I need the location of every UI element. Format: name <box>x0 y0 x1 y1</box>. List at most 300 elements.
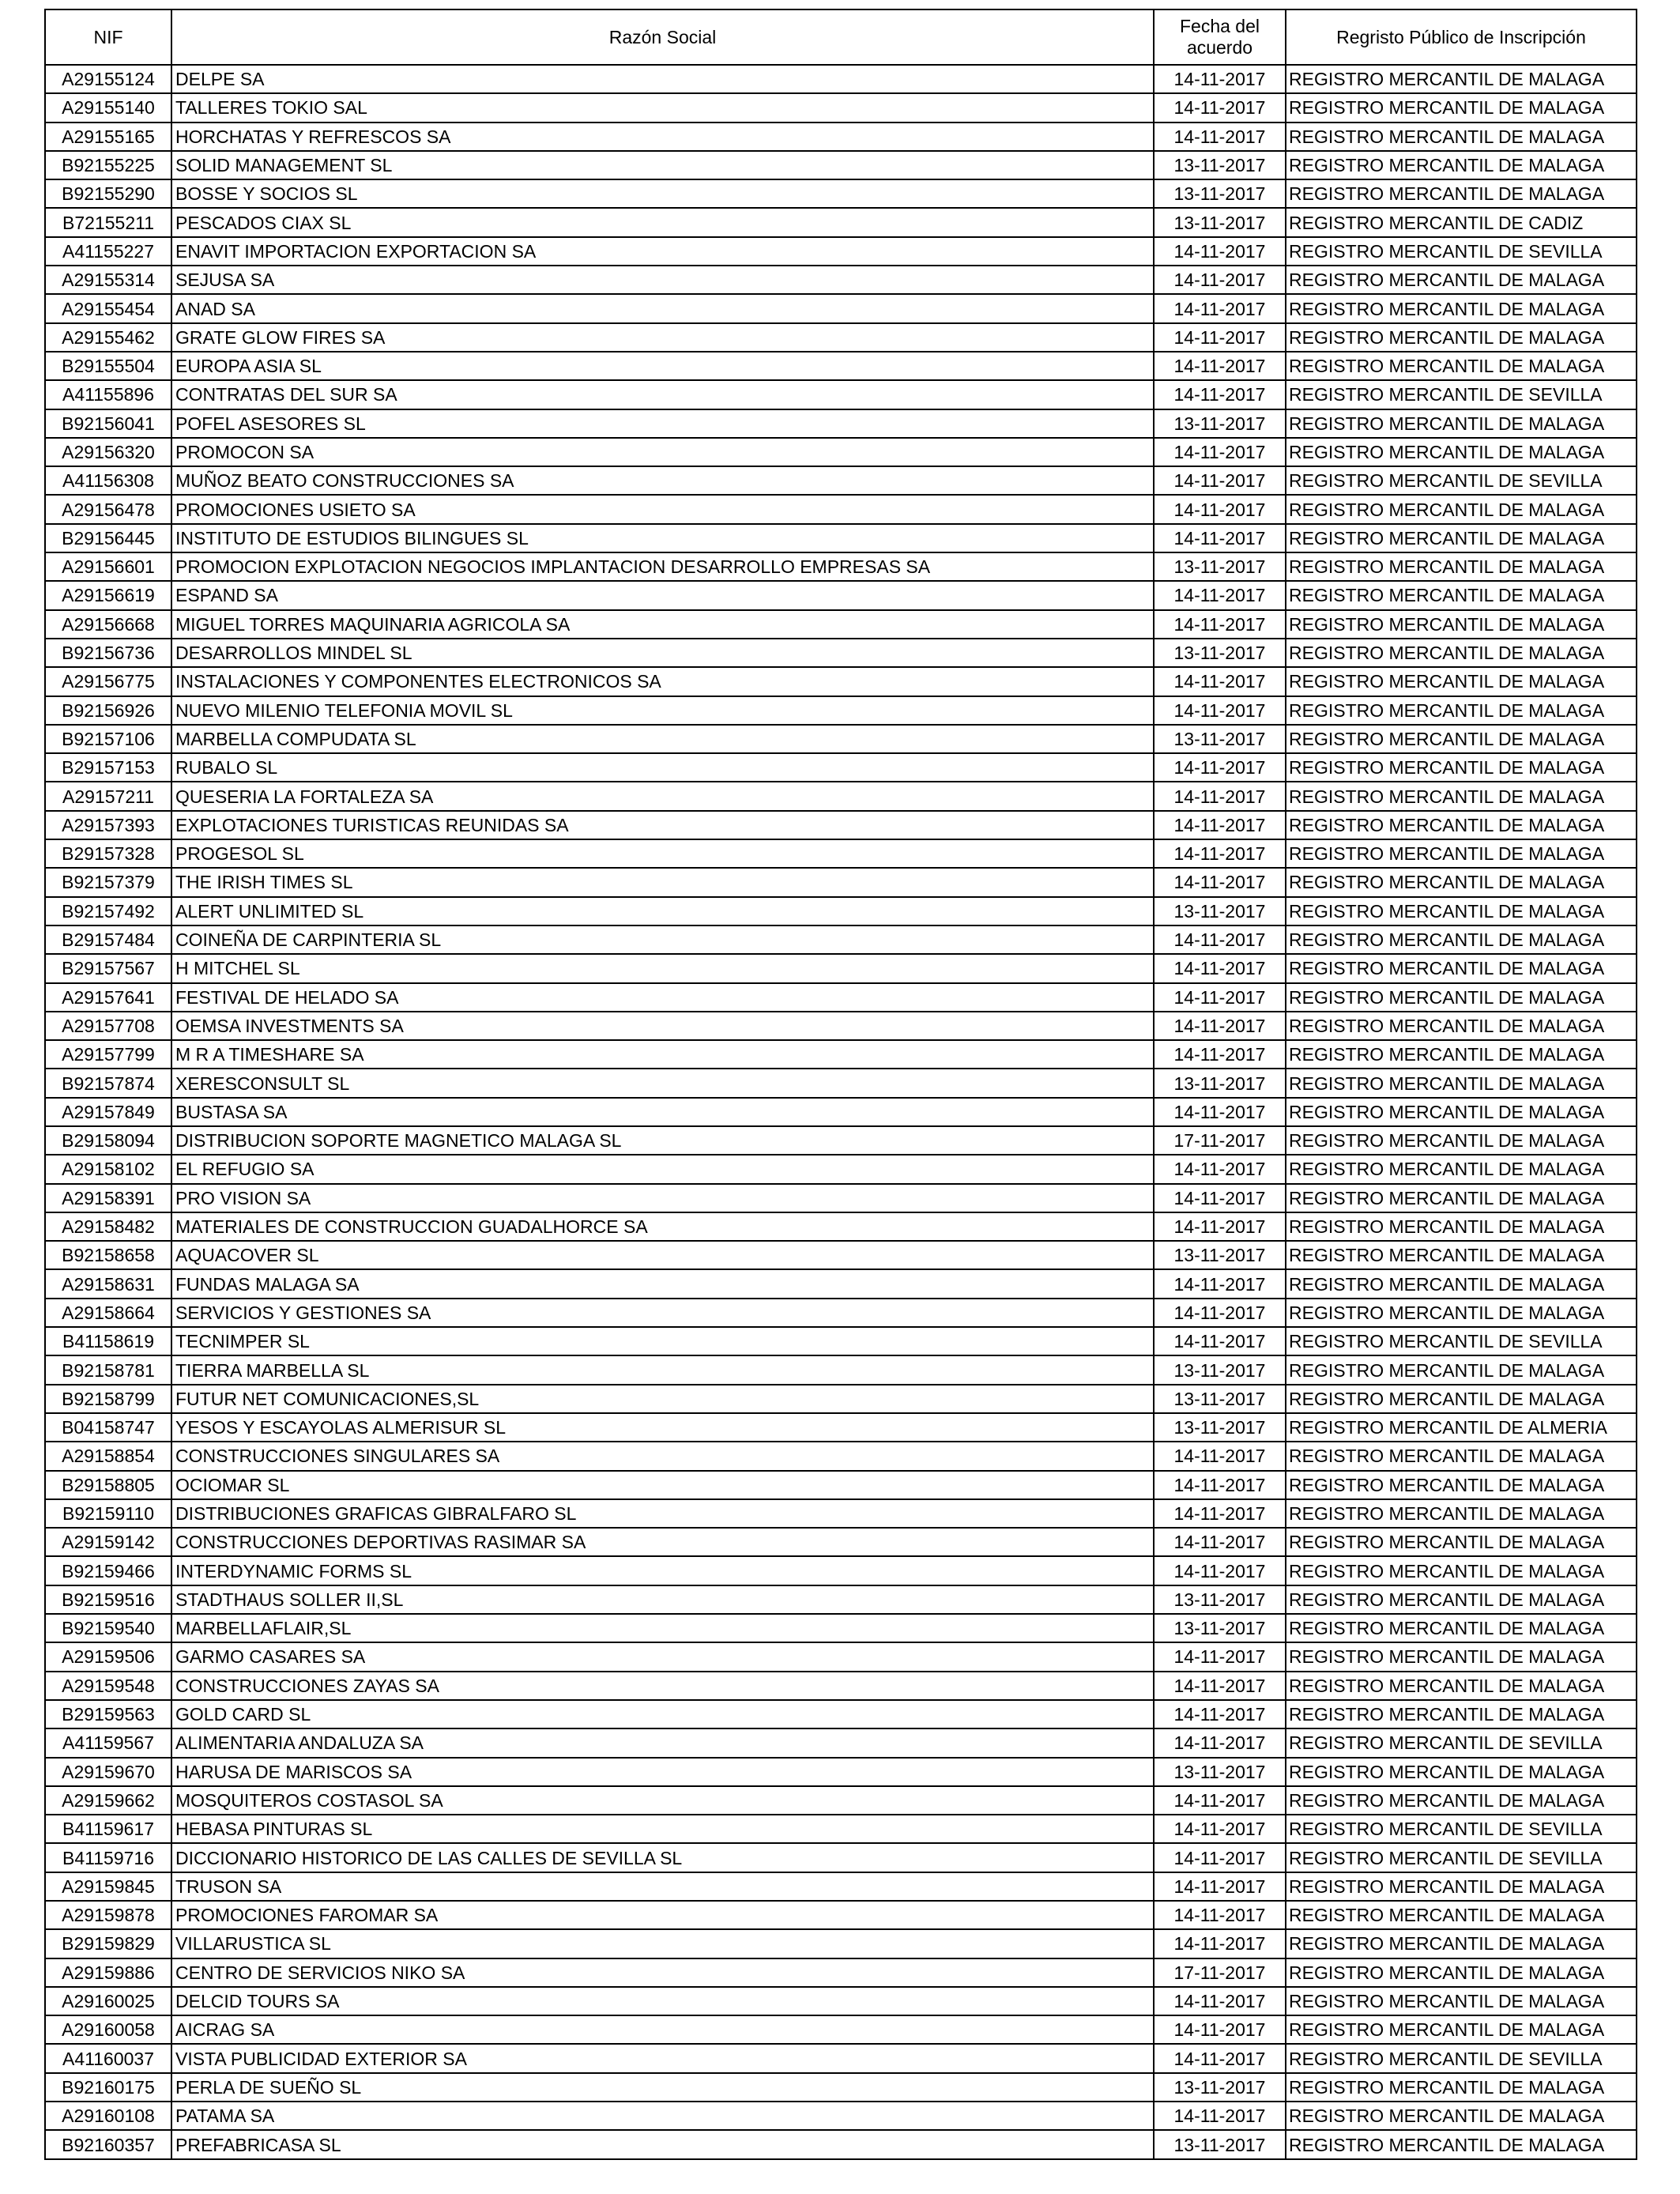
fecha-cell: 14-11-2017 <box>1154 1672 1286 1700</box>
razon-social-cell: PROGESOL SL <box>171 839 1154 868</box>
fecha-cell: 13-11-2017 <box>1154 639 1286 667</box>
registro-cell: REGISTRO MERCANTIL DE SEVILLA <box>1286 466 1637 495</box>
fecha-cell: 13-11-2017 <box>1154 179 1286 208</box>
nif-cell: B92159110 <box>45 1499 171 1528</box>
razon-social-cell: EL REFUGIO SA <box>171 1155 1154 1183</box>
table-row <box>45 1098 1637 1126</box>
fecha-cell: 14-11-2017 <box>1154 1929 1286 1958</box>
registro-cell: REGISTRO MERCANTIL DE MALAGA <box>1286 1098 1637 1126</box>
fecha-cell: 13-11-2017 <box>1154 208 1286 236</box>
table-row <box>45 2073 1637 2102</box>
nif-cell: B29159829 <box>45 1929 171 1958</box>
razon-social-cell: TIERRA MARBELLA SL <box>171 1355 1154 1384</box>
nif-cell: B29155504 <box>45 352 171 380</box>
razon-social-cell: PRO VISION SA <box>171 1184 1154 1212</box>
registro-cell: REGISTRO MERCANTIL DE MALAGA <box>1286 294 1637 322</box>
nif-cell: A29155124 <box>45 65 171 93</box>
fecha-cell: 14-11-2017 <box>1154 753 1286 782</box>
registro-cell: REGISTRO MERCANTIL DE MALAGA <box>1286 1987 1637 2015</box>
registro-cell: REGISTRO MERCANTIL DE CADIZ <box>1286 208 1637 236</box>
nif-cell: B29157328 <box>45 839 171 868</box>
registro-cell: REGISTRO MERCANTIL DE MALAGA <box>1286 1499 1637 1528</box>
registro-cell: REGISTRO MERCANTIL DE MALAGA <box>1286 2073 1637 2102</box>
razon-social-cell: ALIMENTARIA ANDALUZA SA <box>171 1728 1154 1757</box>
registro-cell: REGISTRO MERCANTIL DE MALAGA <box>1286 1471 1637 1499</box>
nif-cell: B29158094 <box>45 1126 171 1155</box>
fecha-cell: 13-11-2017 <box>1154 151 1286 179</box>
table-row <box>45 323 1637 352</box>
razon-social-cell: BOSSE Y SOCIOS SL <box>171 179 1154 208</box>
registro-cell: REGISTRO MERCANTIL DE MALAGA <box>1286 839 1637 868</box>
razon-social-cell: INTERDYNAMIC FORMS SL <box>171 1556 1154 1585</box>
fecha-cell: 14-11-2017 <box>1154 868 1286 896</box>
registro-cell: REGISTRO MERCANTIL DE MALAGA <box>1286 1872 1637 1901</box>
table-row <box>45 1815 1637 1843</box>
registro-cell: REGISTRO MERCANTIL DE MALAGA <box>1286 2015 1637 2044</box>
registro-cell: REGISTRO MERCANTIL DE SEVILLA <box>1286 380 1637 409</box>
fecha-cell: 17-11-2017 <box>1154 1126 1286 1155</box>
registro-cell: REGISTRO MERCANTIL DE MALAGA <box>1286 438 1637 466</box>
table-row <box>45 1872 1637 1901</box>
registro-cell: REGISTRO MERCANTIL DE MALAGA <box>1286 725 1637 753</box>
table-row <box>45 725 1637 753</box>
table-row <box>45 1843 1637 1872</box>
fecha-cell: 14-11-2017 <box>1154 93 1286 122</box>
nif-cell: A29156320 <box>45 438 171 466</box>
nif-cell: A29158854 <box>45 1442 171 1470</box>
fecha-cell: 14-11-2017 <box>1154 983 1286 1012</box>
table-row <box>45 1040 1637 1069</box>
nif-cell: A29156668 <box>45 610 171 639</box>
fecha-cell: 14-11-2017 <box>1154 2044 1286 2072</box>
table-row <box>45 954 1637 982</box>
fecha-cell: 14-11-2017 <box>1154 294 1286 322</box>
fecha-cell: 14-11-2017 <box>1154 811 1286 839</box>
table-row <box>45 811 1637 839</box>
table-row <box>45 466 1637 495</box>
nif-cell: A29157708 <box>45 1012 171 1040</box>
registro-cell: REGISTRO MERCANTIL DE MALAGA <box>1286 1786 1637 1815</box>
fecha-cell: 14-11-2017 <box>1154 954 1286 982</box>
razon-social-cell: MATERIALES DE CONSTRUCCION GUADALHORCE SA <box>171 1212 1154 1241</box>
table-row <box>45 1585 1637 1614</box>
razon-social-cell: DELCID TOURS SA <box>171 1987 1154 2015</box>
table-row <box>45 667 1637 696</box>
registro-cell: REGISTRO MERCANTIL DE MALAGA <box>1286 1269 1637 1298</box>
fecha-cell: 14-11-2017 <box>1154 925 1286 954</box>
nif-cell: A29157641 <box>45 983 171 1012</box>
razon-social-cell: MOSQUITEROS COSTASOL SA <box>171 1786 1154 1815</box>
nif-cell: B92160175 <box>45 2073 171 2102</box>
registro-cell: REGISTRO MERCANTIL DE ALMERIA <box>1286 1413 1637 1442</box>
registro-cell: REGISTRO MERCANTIL DE MALAGA <box>1286 266 1637 294</box>
table-row <box>45 237 1637 266</box>
table-row <box>45 1327 1637 1355</box>
registro-cell: REGISTRO MERCANTIL DE MALAGA <box>1286 179 1637 208</box>
table-row <box>45 2102 1637 2130</box>
razon-social-cell: NUEVO MILENIO TELEFONIA MOVIL SL <box>171 696 1154 725</box>
fecha-cell: 14-11-2017 <box>1154 1212 1286 1241</box>
fecha-cell: 14-11-2017 <box>1154 466 1286 495</box>
registro-cell: REGISTRO MERCANTIL DE MALAGA <box>1286 1958 1637 1987</box>
nif-cell: A29155314 <box>45 266 171 294</box>
table-row <box>45 2044 1637 2072</box>
razon-social-cell: INSTITUTO DE ESTUDIOS BILINGUES SL <box>171 524 1154 552</box>
table-row <box>45 1758 1637 1786</box>
razon-social-cell: AICRAG SA <box>171 2015 1154 2044</box>
table-row <box>45 782 1637 810</box>
table-row <box>45 1299 1637 1327</box>
fecha-cell: 14-11-2017 <box>1154 1012 1286 1040</box>
fecha-cell: 14-11-2017 <box>1154 2015 1286 2044</box>
table-body <box>45 65 1637 2159</box>
razon-social-cell: HARUSA DE MARISCOS SA <box>171 1758 1154 1786</box>
nif-cell: B92159516 <box>45 1585 171 1614</box>
nif-cell: A29155140 <box>45 93 171 122</box>
registro-cell: REGISTRO MERCANTIL DE MALAGA <box>1286 552 1637 581</box>
table-row <box>45 1728 1637 1757</box>
nif-cell: B29157153 <box>45 753 171 782</box>
nif-cell: B92159466 <box>45 1556 171 1585</box>
fecha-cell: 14-11-2017 <box>1154 2102 1286 2130</box>
razon-social-cell: MIGUEL TORRES MAQUINARIA AGRICOLA SA <box>171 610 1154 639</box>
razon-social-cell: M R A TIMESHARE SA <box>171 1040 1154 1069</box>
fecha-cell: 14-11-2017 <box>1154 1901 1286 1929</box>
table-row <box>45 581 1637 609</box>
fecha-cell: 13-11-2017 <box>1154 2073 1286 2102</box>
nif-cell: B29158805 <box>45 1471 171 1499</box>
registro-cell: REGISTRO MERCANTIL DE MALAGA <box>1286 983 1637 1012</box>
nif-cell: A29158482 <box>45 1212 171 1241</box>
registro-cell: REGISTRO MERCANTIL DE MALAGA <box>1286 123 1637 151</box>
nif-cell: A29157799 <box>45 1040 171 1069</box>
nif-cell: A41159567 <box>45 1728 171 1757</box>
table-row <box>45 409 1637 438</box>
fecha-cell: 14-11-2017 <box>1154 123 1286 151</box>
nif-cell: B04158747 <box>45 1413 171 1442</box>
razon-social-cell: ENAVIT IMPORTACION EXPORTACION SA <box>171 237 1154 266</box>
registro-cell: REGISTRO MERCANTIL DE SEVILLA <box>1286 1843 1637 1872</box>
fecha-cell: 14-11-2017 <box>1154 1528 1286 1556</box>
table-row <box>45 438 1637 466</box>
table-row <box>45 1786 1637 1815</box>
razon-social-cell: STADTHAUS SOLLER II,SL <box>171 1585 1154 1614</box>
razon-social-cell: GOLD CARD SL <box>171 1700 1154 1728</box>
table-row <box>45 1212 1637 1241</box>
razon-social-cell: PERLA DE SUEÑO SL <box>171 2073 1154 2102</box>
table-row <box>45 1556 1637 1585</box>
fecha-cell: 14-11-2017 <box>1154 1327 1286 1355</box>
registro-cell: REGISTRO MERCANTIL DE MALAGA <box>1286 1040 1637 1069</box>
nif-cell: B92158799 <box>45 1385 171 1413</box>
registro-cell: REGISTRO MERCANTIL DE MALAGA <box>1286 1758 1637 1786</box>
nif-cell: B92155290 <box>45 179 171 208</box>
nif-cell: A29159845 <box>45 1872 171 1901</box>
table-row <box>45 2130 1637 2158</box>
registro-cell: REGISTRO MERCANTIL DE SEVILLA <box>1286 2044 1637 2072</box>
table-row <box>45 1614 1637 1642</box>
registro-cell: REGISTRO MERCANTIL DE MALAGA <box>1286 811 1637 839</box>
nif-cell: A29158391 <box>45 1184 171 1212</box>
registro-cell: REGISTRO MERCANTIL DE MALAGA <box>1286 409 1637 438</box>
registro-cell: REGISTRO MERCANTIL DE MALAGA <box>1286 1901 1637 1929</box>
table-row <box>45 897 1637 925</box>
registro-cell: REGISTRO MERCANTIL DE MALAGA <box>1286 581 1637 609</box>
razon-social-cell: TECNIMPER SL <box>171 1327 1154 1355</box>
registro-cell: REGISTRO MERCANTIL DE MALAGA <box>1286 1672 1637 1700</box>
nif-cell: B29157484 <box>45 925 171 954</box>
fecha-cell: 13-11-2017 <box>1154 1069 1286 1097</box>
nif-cell: B92156736 <box>45 639 171 667</box>
registro-cell: REGISTRO MERCANTIL DE MALAGA <box>1286 1069 1637 1097</box>
header-nif: NIF <box>45 9 171 65</box>
registro-cell: REGISTRO MERCANTIL DE MALAGA <box>1286 753 1637 782</box>
razon-social-cell: POFEL ASESORES SL <box>171 409 1154 438</box>
nif-cell: B29156445 <box>45 524 171 552</box>
fecha-cell: 13-11-2017 <box>1154 1385 1286 1413</box>
header-row <box>45 9 1637 65</box>
table-row <box>45 1012 1637 1040</box>
table-row <box>45 1672 1637 1700</box>
table-row <box>45 123 1637 151</box>
table-row <box>45 925 1637 954</box>
razon-social-cell: OCIOMAR SL <box>171 1471 1154 1499</box>
table-row <box>45 1987 1637 2015</box>
fecha-cell: 14-11-2017 <box>1154 1642 1286 1671</box>
nif-cell: A29156775 <box>45 667 171 696</box>
razon-social-cell: ESPAND SA <box>171 581 1154 609</box>
razon-social-cell: HEBASA PINTURAS SL <box>171 1815 1154 1843</box>
nif-cell: B41159617 <box>45 1815 171 1843</box>
nif-cell: B92156926 <box>45 696 171 725</box>
razon-social-cell: CENTRO DE SERVICIOS NIKO SA <box>171 1958 1154 1987</box>
fecha-cell: 13-11-2017 <box>1154 552 1286 581</box>
nif-cell: A29156619 <box>45 581 171 609</box>
registro-cell: REGISTRO MERCANTIL DE MALAGA <box>1286 610 1637 639</box>
fecha-cell: 13-11-2017 <box>1154 725 1286 753</box>
razon-social-cell: PATAMA SA <box>171 2102 1154 2130</box>
table-row <box>45 1269 1637 1298</box>
registro-cell: REGISTRO MERCANTIL DE MALAGA <box>1286 1184 1637 1212</box>
fecha-cell: 17-11-2017 <box>1154 1958 1286 1987</box>
registro-cell: REGISTRO MERCANTIL DE MALAGA <box>1286 1241 1637 1269</box>
nif-cell: A29157393 <box>45 811 171 839</box>
table-row <box>45 294 1637 322</box>
registro-cell: REGISTRO MERCANTIL DE MALAGA <box>1286 1012 1637 1040</box>
fecha-cell: 14-11-2017 <box>1154 323 1286 352</box>
nif-cell: A29158102 <box>45 1155 171 1183</box>
nif-cell: A29160025 <box>45 1987 171 2015</box>
nif-cell: A29160058 <box>45 2015 171 2044</box>
nif-cell: A29159670 <box>45 1758 171 1786</box>
table-row <box>45 1528 1637 1556</box>
fecha-cell: 14-11-2017 <box>1154 667 1286 696</box>
razon-social-cell: HORCHATAS Y REFRESCOS SA <box>171 123 1154 151</box>
razon-social-cell: DESARROLLOS MINDEL SL <box>171 639 1154 667</box>
razon-social-cell: YESOS Y ESCAYOLAS ALMERISUR SL <box>171 1413 1154 1442</box>
nif-cell: A29159886 <box>45 1958 171 1987</box>
registro-cell: REGISTRO MERCANTIL DE MALAGA <box>1286 1442 1637 1470</box>
table-row <box>45 1642 1637 1671</box>
header-registro: Regristo Público de Inscripción <box>1286 9 1637 65</box>
fecha-cell: 14-11-2017 <box>1154 352 1286 380</box>
table-row <box>45 179 1637 208</box>
nif-cell: B92157106 <box>45 725 171 753</box>
table-row <box>45 639 1637 667</box>
table-row <box>45 868 1637 896</box>
nif-cell: B92160357 <box>45 2130 171 2158</box>
fecha-cell: 14-11-2017 <box>1154 1872 1286 1901</box>
razon-social-cell: CONTRATAS DEL SUR SA <box>171 380 1154 409</box>
fecha-cell: 14-11-2017 <box>1154 696 1286 725</box>
fecha-cell: 14-11-2017 <box>1154 839 1286 868</box>
table-row <box>45 983 1637 1012</box>
registro-cell: REGISTRO MERCANTIL DE MALAGA <box>1286 1642 1637 1671</box>
registro-cell: REGISTRO MERCANTIL DE MALAGA <box>1286 1355 1637 1384</box>
razon-social-cell: DICCIONARIO HISTORICO DE LAS CALLES DE SEVILLA SL <box>171 1843 1154 1872</box>
nif-cell: B92158781 <box>45 1355 171 1384</box>
table-row <box>45 151 1637 179</box>
razon-social-cell: SOLID MANAGEMENT SL <box>171 151 1154 179</box>
registro-cell: REGISTRO MERCANTIL DE MALAGA <box>1286 323 1637 352</box>
nif-cell: A29157849 <box>45 1098 171 1126</box>
header-fecha-acuerdo: Fecha del acuerdo <box>1154 9 1286 65</box>
table-row <box>45 1184 1637 1212</box>
razon-social-cell: CONSTRUCCIONES DEPORTIVAS RASIMAR SA <box>171 1528 1154 1556</box>
table-row <box>45 1126 1637 1155</box>
razon-social-cell: EUROPA ASIA SL <box>171 352 1154 380</box>
razon-social-cell: FESTIVAL DE HELADO SA <box>171 983 1154 1012</box>
table-row <box>45 380 1637 409</box>
razon-social-cell: SEJUSA SA <box>171 266 1154 294</box>
razon-social-cell: XERESCONSULT SL <box>171 1069 1154 1097</box>
table-row <box>45 93 1637 122</box>
registro-cell: REGISTRO MERCANTIL DE SEVILLA <box>1286 1815 1637 1843</box>
registro-cell: REGISTRO MERCANTIL DE MALAGA <box>1286 639 1637 667</box>
razon-social-cell: PREFABRICASA SL <box>171 2130 1154 2158</box>
registro-cell: REGISTRO MERCANTIL DE MALAGA <box>1286 1299 1637 1327</box>
fecha-cell: 14-11-2017 <box>1154 1269 1286 1298</box>
nif-cell: B92155225 <box>45 151 171 179</box>
registro-cell: REGISTRO MERCANTIL DE MALAGA <box>1286 954 1637 982</box>
table-row <box>45 2015 1637 2044</box>
registro-cell: REGISTRO MERCANTIL DE MALAGA <box>1286 65 1637 93</box>
table-row <box>45 1355 1637 1384</box>
nif-cell: A29155165 <box>45 123 171 151</box>
fecha-cell: 14-11-2017 <box>1154 524 1286 552</box>
nif-cell: A29158664 <box>45 1299 171 1327</box>
nif-cell: B92157492 <box>45 897 171 925</box>
table-row <box>45 1241 1637 1269</box>
registro-cell: REGISTRO MERCANTIL DE MALAGA <box>1286 93 1637 122</box>
table-row <box>45 1700 1637 1728</box>
razon-social-cell: FUNDAS MALAGA SA <box>171 1269 1154 1298</box>
fecha-cell: 13-11-2017 <box>1154 1241 1286 1269</box>
razon-social-cell: H MITCHEL SL <box>171 954 1154 982</box>
fecha-cell: 14-11-2017 <box>1154 1499 1286 1528</box>
nif-cell: A29159506 <box>45 1642 171 1671</box>
nif-cell: A29159662 <box>45 1786 171 1815</box>
registro-cell: REGISTRO MERCANTIL DE MALAGA <box>1286 1528 1637 1556</box>
table-row <box>45 495 1637 523</box>
table-row <box>45 266 1637 294</box>
fecha-cell: 14-11-2017 <box>1154 237 1286 266</box>
registro-cell: REGISTRO MERCANTIL DE MALAGA <box>1286 1212 1637 1241</box>
razon-social-cell: DISTRIBUCIONES GRAFICAS GIBRALFARO SL <box>171 1499 1154 1528</box>
fecha-cell: 13-11-2017 <box>1154 897 1286 925</box>
fecha-cell: 14-11-2017 <box>1154 438 1286 466</box>
table-row <box>45 552 1637 581</box>
fecha-cell: 13-11-2017 <box>1154 1413 1286 1442</box>
nif-cell: B29157567 <box>45 954 171 982</box>
table-row <box>45 610 1637 639</box>
table-row <box>45 753 1637 782</box>
razon-social-cell: COINEÑA DE CARPINTERIA SL <box>171 925 1154 954</box>
razon-social-cell: CONSTRUCCIONES SINGULARES SA <box>171 1442 1154 1470</box>
razon-social-cell: BUSTASA SA <box>171 1098 1154 1126</box>
nif-cell: A29158631 <box>45 1269 171 1298</box>
nif-cell: A29159878 <box>45 1901 171 1929</box>
razon-social-cell: OEMSA INVESTMENTS SA <box>171 1012 1154 1040</box>
fecha-cell: 14-11-2017 <box>1154 1843 1286 1872</box>
nif-cell: B92156041 <box>45 409 171 438</box>
registro-cell: REGISTRO MERCANTIL DE SEVILLA <box>1286 1728 1637 1757</box>
table-row <box>45 1069 1637 1097</box>
table-row <box>45 1499 1637 1528</box>
fecha-cell: 14-11-2017 <box>1154 1155 1286 1183</box>
fecha-cell: 13-11-2017 <box>1154 1585 1286 1614</box>
razon-social-cell: VILLARUSTICA SL <box>171 1929 1154 1958</box>
nif-cell: B29159563 <box>45 1700 171 1728</box>
registro-cell: REGISTRO MERCANTIL DE MALAGA <box>1286 897 1637 925</box>
nif-cell: A29156478 <box>45 495 171 523</box>
razon-social-cell: MUÑOZ BEATO CONSTRUCCIONES SA <box>171 466 1154 495</box>
fecha-cell: 14-11-2017 <box>1154 1299 1286 1327</box>
nif-cell: B92157379 <box>45 868 171 896</box>
table-row <box>45 65 1637 93</box>
table-row <box>45 1413 1637 1442</box>
table-row <box>45 1929 1637 1958</box>
registro-cell: REGISTRO MERCANTIL DE MALAGA <box>1286 1614 1637 1642</box>
fecha-cell: 13-11-2017 <box>1154 1758 1286 1786</box>
registro-cell: REGISTRO MERCANTIL DE MALAGA <box>1286 524 1637 552</box>
nif-cell: B72155211 <box>45 208 171 236</box>
registro-cell: REGISTRO MERCANTIL DE SEVILLA <box>1286 1327 1637 1355</box>
nif-cell: A41155227 <box>45 237 171 266</box>
razon-social-cell: PESCADOS CIAX SL <box>171 208 1154 236</box>
razon-social-cell: CONSTRUCCIONES ZAYAS SA <box>171 1672 1154 1700</box>
razon-social-cell: AQUACOVER SL <box>171 1241 1154 1269</box>
registro-cell: REGISTRO MERCANTIL DE MALAGA <box>1286 1929 1637 1958</box>
razon-social-cell: PROMOCON SA <box>171 438 1154 466</box>
nif-cell: A41160037 <box>45 2044 171 2072</box>
nif-cell: A29157211 <box>45 782 171 810</box>
registro-cell: REGISTRO MERCANTIL DE MALAGA <box>1286 1700 1637 1728</box>
fecha-cell: 14-11-2017 <box>1154 1786 1286 1815</box>
fecha-cell: 14-11-2017 <box>1154 495 1286 523</box>
razon-social-cell: THE IRISH TIMES SL <box>171 868 1154 896</box>
registro-cell: REGISTRO MERCANTIL DE MALAGA <box>1286 1155 1637 1183</box>
table-row <box>45 352 1637 380</box>
table-row <box>45 1442 1637 1470</box>
razon-social-cell: ALERT UNLIMITED SL <box>171 897 1154 925</box>
razon-social-cell: ANAD SA <box>171 294 1154 322</box>
registro-cell: REGISTRO MERCANTIL DE MALAGA <box>1286 2130 1637 2158</box>
fecha-cell: 14-11-2017 <box>1154 1040 1286 1069</box>
nif-cell: A29159142 <box>45 1528 171 1556</box>
registro-cell: REGISTRO MERCANTIL DE MALAGA <box>1286 2102 1637 2130</box>
razon-social-cell: TRUSON SA <box>171 1872 1154 1901</box>
